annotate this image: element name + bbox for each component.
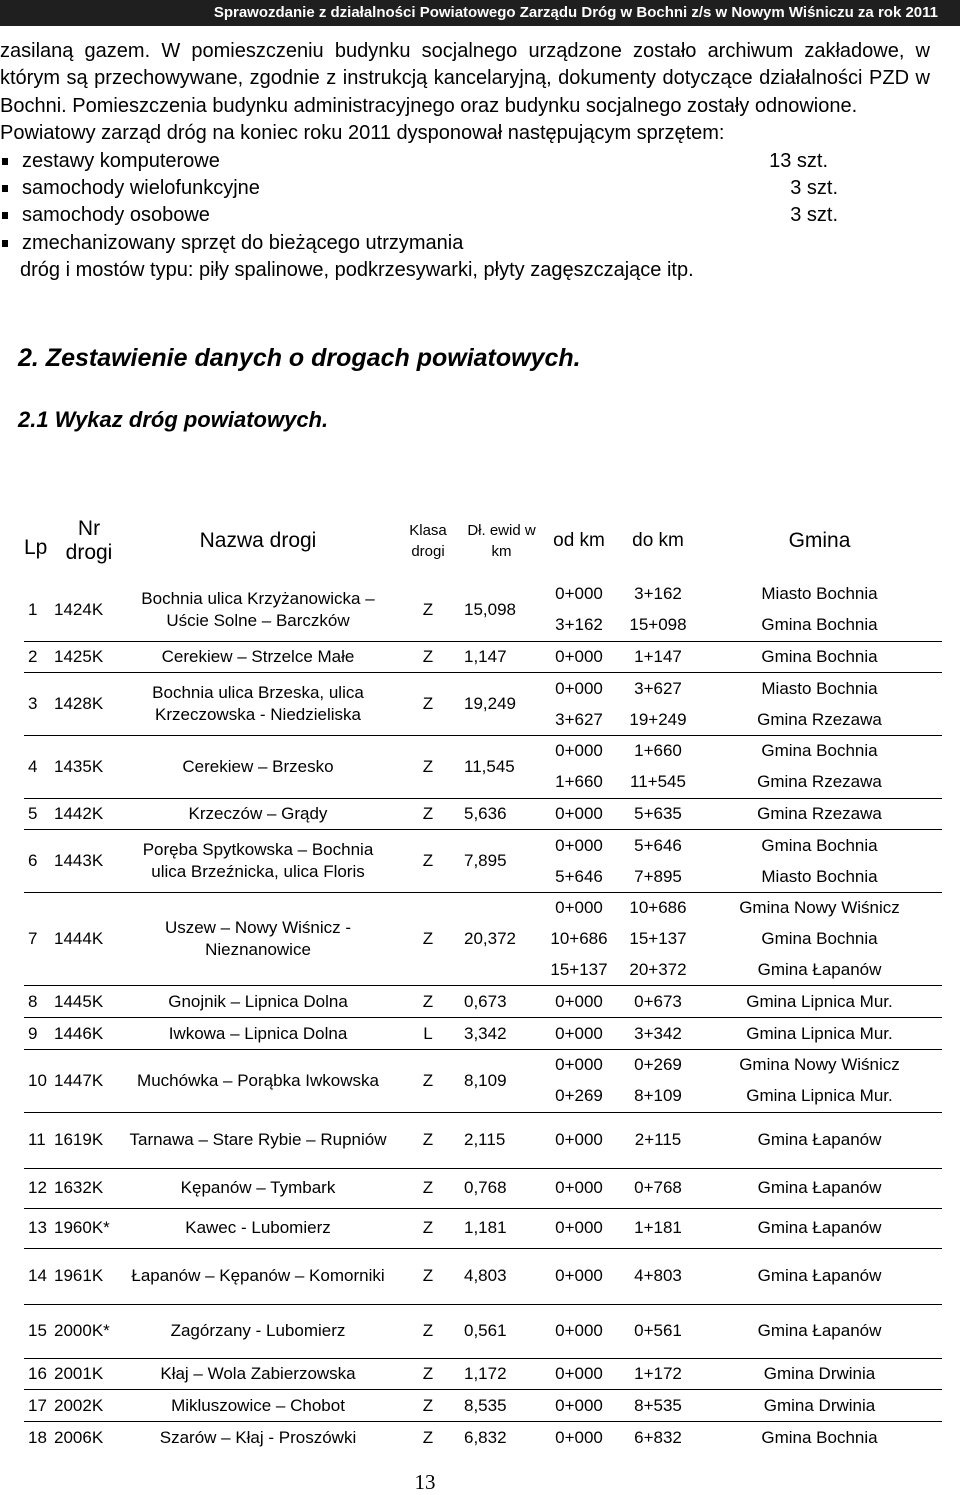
cell-od: 0+000 — [555, 1218, 603, 1238]
table-row — [24, 1358, 942, 1390]
cell-klasa: Z — [422, 1427, 434, 1447]
body-text — [0, 38, 930, 285]
cell-od: 0+000 — [555, 678, 603, 698]
header-nr: Nr drogi — [65, 517, 113, 564]
cell-gmina: Miasto Bochnia — [761, 584, 878, 604]
table-row — [24, 673, 942, 704]
cell-lp: 5 — [28, 803, 38, 823]
header-lp: Lp — [24, 536, 48, 559]
cell-name: Tarnawa – Stare Rybie – Rupniów — [129, 1130, 387, 1150]
cell-name: Kawec - Lubomierz — [185, 1218, 331, 1238]
cell-nr: 2006K — [54, 1427, 104, 1447]
roads-table — [24, 503, 942, 1453]
cell-do: 1+172 — [634, 1363, 682, 1383]
cell-klasa: Z — [422, 694, 434, 714]
table-row — [24, 641, 942, 673]
table-row — [24, 798, 942, 830]
cell-nr: 2000K* — [54, 1321, 110, 1341]
cell-od: 0+000 — [555, 1266, 603, 1286]
cell-do: 3+162 — [634, 584, 682, 604]
cell-gmina: Gmina Nowy Wiśnicz — [739, 898, 900, 918]
cell-gmina: Gmina Nowy Wiśnicz — [739, 1055, 900, 1075]
document-header — [0, 0, 960, 26]
cell-dl: 1,147 — [464, 646, 507, 666]
cell-klasa: Z — [422, 599, 434, 619]
table-row — [24, 830, 942, 861]
cell-name: Zagórzany - Lubomierz — [170, 1321, 346, 1341]
cell-nr: 1632K — [54, 1178, 104, 1198]
cell-od: 0+000 — [555, 1321, 603, 1341]
cell-nr: 1435K — [54, 756, 104, 776]
cell-do: 4+803 — [634, 1266, 682, 1286]
cell-lp: 4 — [28, 756, 38, 776]
cell-do: 19+249 — [629, 709, 687, 729]
cell-lp: 11 — [28, 1130, 46, 1150]
cell-lp: 3 — [28, 694, 38, 714]
cell-klasa: Z — [422, 646, 434, 666]
cell-lp: 8 — [28, 991, 38, 1011]
equipment-list — [0, 148, 930, 258]
equipment-qty: 3 szt. — [790, 204, 838, 227]
cell-klasa: Z — [422, 1178, 434, 1198]
cell-name: Cerekiew – Brzesko — [182, 756, 334, 776]
cell-od: 15+137 — [550, 959, 608, 979]
cell-nr: 1443K — [54, 851, 104, 871]
cell-gmina: Gmina Łapanów — [757, 1321, 882, 1341]
cell-nr: 2002K — [54, 1395, 104, 1415]
bullet-icon — [2, 185, 8, 192]
cell-do: 3+342 — [634, 1023, 682, 1043]
cell-klasa: Z — [422, 1321, 434, 1341]
cell-dl: 0,561 — [464, 1321, 507, 1341]
cell-gmina: Gmina Rzezawa — [757, 803, 882, 823]
cell-do: 0+673 — [634, 991, 682, 1011]
header-title: Sprawozdanie z działalności Powiatowego Zarządu Dróg w Bochni z/s w Nowym Wiśniczu za rok 2011 — [213, 4, 938, 21]
cell-do: 20+372 — [629, 959, 687, 979]
cell-od: 0+000 — [555, 1055, 603, 1075]
header-do: do km — [632, 530, 684, 551]
cell-do: 8+535 — [634, 1395, 682, 1415]
list-item — [0, 148, 930, 175]
cell-name: Mikluszowice – Chobot — [171, 1395, 345, 1415]
header-od: od km — [553, 530, 605, 551]
cell-od: 0+000 — [555, 1427, 603, 1447]
cell-dl: 7,895 — [464, 851, 507, 871]
cell-do: 1+660 — [634, 741, 682, 761]
cell-do: 11+545 — [630, 772, 686, 792]
header-dl: Dł. ewid w km — [467, 522, 536, 560]
cell-od: 3+627 — [555, 709, 603, 729]
cell-lp: 9 — [28, 1023, 38, 1043]
equipment-qty: 3 szt. — [790, 177, 838, 200]
cell-lp: 12 — [28, 1178, 47, 1198]
cell-dl: 15,098 — [464, 599, 516, 619]
table-header-row — [24, 503, 942, 579]
cell-nr: 1442K — [54, 803, 104, 823]
table-row — [24, 1248, 942, 1304]
cell-do: 2+115 — [634, 1130, 682, 1150]
table-row — [24, 1304, 942, 1358]
bullet-icon — [2, 158, 8, 165]
cell-name: Kłaj – Wola Zabierzowska — [160, 1363, 356, 1383]
cell-od: 5+646 — [555, 866, 603, 886]
list-item — [0, 202, 930, 229]
cell-name: Gnojnik – Lipnica Dolna — [168, 991, 348, 1011]
cell-do: 0+768 — [634, 1178, 682, 1198]
equipment-name: zmechanizowany sprzęt do bieżącego utrzymania — [22, 231, 464, 254]
cell-name: Muchówka – Porąbka Iwkowska — [137, 1070, 379, 1090]
cell-name: Poręba Spytkowska – Bochnia ulica Brzeźnicka, ulica Floris — [142, 840, 374, 882]
cell-nr: 1425K — [54, 646, 104, 666]
table-row — [24, 1168, 942, 1208]
header-name: Nazwa drogi — [199, 529, 317, 552]
cell-klasa: Z — [422, 929, 434, 949]
cell-name: Łapanów – Kępanów – Komorniki — [131, 1266, 385, 1286]
equipment-name: zestawy komputerowe — [22, 149, 220, 172]
cell-nr: 1961K — [54, 1266, 104, 1286]
cell-od: 3+162 — [555, 615, 603, 635]
cell-do: 1+181 — [634, 1218, 682, 1238]
cell-gmina: Gmina Bochnia — [761, 1427, 878, 1447]
cell-nr: 1428K — [54, 694, 104, 714]
table-row — [24, 986, 942, 1018]
cell-gmina: Gmina Łapanów — [757, 1130, 882, 1150]
cell-lp: 18 — [28, 1427, 47, 1447]
cell-dl: 0,768 — [464, 1178, 507, 1198]
table-row — [24, 1208, 942, 1248]
header-klasa: Klasa drogi — [409, 522, 447, 560]
cell-nr: 1445K — [54, 991, 104, 1011]
cell-gmina: Gmina Bochnia — [761, 929, 878, 949]
cell-do: 5+646 — [634, 835, 682, 855]
list-item — [0, 175, 930, 202]
equipment-qty: 13 szt. — [769, 149, 828, 172]
cell-name: Cerekiew – Strzelce Małe — [161, 646, 355, 666]
cell-gmina: Gmina Drwinia — [763, 1363, 876, 1383]
cell-dl: 0,673 — [464, 991, 507, 1011]
cell-name: Kępanów – Tymbark — [180, 1178, 336, 1198]
section-2-1-title: 2.1 Wykaz dróg powiatowych. — [18, 407, 329, 432]
cell-nr: 1447K — [54, 1070, 104, 1090]
cell-od: 0+000 — [555, 1130, 603, 1150]
section-2-title: 2. Zestawienie danych o drogach powiatowych. — [18, 344, 581, 372]
cell-gmina: Gmina Łapanów — [757, 1266, 882, 1286]
cell-nr: 1960K* — [54, 1218, 110, 1238]
cell-klasa: Z — [422, 1395, 434, 1415]
cell-gmina: Gmina Bochnia — [761, 835, 878, 855]
cell-dl: 2,115 — [464, 1130, 506, 1150]
header-gmina: Gmina — [788, 529, 851, 552]
table-row — [24, 1049, 942, 1080]
cell-lp: 2 — [28, 646, 38, 666]
intro-paragraph-1: zasilaną gazem. W pomieszczeniu budynku socjalnego urządzone zostało archiwum zakładowe, w którym są przechowywane, zgodnie z instrukcją kancelaryjną, dokumenty dotyczące działalności PZD w Bochni. Pomieszczenia budynku administracyjnego oraz budynku socjalnego zostały odnowione. — [0, 40, 930, 117]
cell-gmina: Gmina Łapanów — [757, 1218, 882, 1238]
cell-nr: 1424K — [54, 599, 104, 619]
cell-dl: 6,832 — [464, 1427, 507, 1447]
cell-lp: 17 — [28, 1395, 47, 1415]
cell-gmina: Gmina Rzezawa — [757, 709, 882, 729]
cell-do: 1+147 — [634, 646, 682, 666]
cell-klasa: Z — [422, 756, 434, 776]
equipment-name: samochody osobowe — [22, 204, 210, 227]
cell-do: 3+627 — [634, 678, 682, 698]
cell-klasa: Z — [422, 1218, 434, 1238]
cell-klasa: Z — [422, 1070, 434, 1090]
cell-gmina: Gmina Łapanów — [757, 959, 882, 979]
cell-dl: 8,109 — [464, 1070, 507, 1090]
cell-dl: 1,181 — [464, 1218, 507, 1238]
cell-dl: 20,372 — [464, 929, 516, 949]
table-row — [24, 735, 942, 766]
cell-nr: 1444K — [54, 929, 104, 949]
cell-name: Bochnia ulica Krzyżanowicka – Uście Solne – Barczków — [141, 588, 375, 630]
cell-gmina: Gmina Rzezawa — [757, 772, 882, 792]
cell-name: Krzeczów – Grądy — [188, 803, 328, 823]
cell-od: 0+000 — [555, 584, 603, 604]
roads-table-wrap — [24, 503, 942, 1453]
table-row — [24, 579, 942, 610]
equipment-continuation: dróg i mostów typu: piły spalinowe, podkrzesywarki, płyty zagęszczające itp. — [20, 259, 694, 282]
cell-name: Bochnia ulica Brzeska, ulica Krzeczowska - Niedzieliska — [152, 683, 364, 725]
cell-lp: 6 — [28, 851, 38, 871]
cell-do: 10+686 — [629, 898, 687, 918]
cell-name: Iwkowa – Lipnica Dolna — [168, 1023, 348, 1043]
list-item — [0, 230, 930, 257]
cell-klasa: Z — [422, 991, 434, 1011]
cell-gmina: Miasto Bochnia — [761, 866, 878, 886]
cell-od: 0+000 — [555, 1395, 603, 1415]
roads-table-body — [24, 579, 942, 1453]
cell-klasa: Z — [422, 803, 434, 823]
cell-lp: 7 — [28, 929, 38, 949]
table-row — [24, 1112, 942, 1168]
cell-dl: 8,535 — [464, 1395, 507, 1415]
cell-do: 7+895 — [634, 866, 682, 886]
cell-od: 0+269 — [555, 1086, 603, 1106]
intro-paragraph-2: Powiatowy zarząd dróg na koniec roku 2011 dysponował następującym sprzętem: — [0, 122, 725, 145]
table-row — [24, 892, 942, 923]
cell-do: 6+832 — [634, 1427, 682, 1447]
cell-gmina: Gmina Lipnica Mur. — [746, 1086, 893, 1106]
cell-nr: 2001K — [54, 1363, 104, 1383]
cell-od: 0+000 — [555, 803, 603, 823]
cell-do: 15+137 — [629, 929, 687, 949]
cell-nr: 1619K — [54, 1130, 104, 1150]
cell-klasa: Z — [422, 1363, 434, 1383]
cell-lp: 1 — [28, 599, 38, 619]
cell-dl: 19,249 — [464, 694, 516, 714]
cell-lp: 16 — [28, 1363, 47, 1383]
cell-od: 0+000 — [555, 741, 603, 761]
cell-lp: 10 — [28, 1070, 47, 1090]
cell-gmina: Gmina Drwinia — [763, 1395, 876, 1415]
cell-klasa: Z — [422, 1130, 434, 1150]
cell-gmina: Miasto Bochnia — [761, 678, 878, 698]
cell-od: 0+000 — [555, 1023, 603, 1043]
cell-name: Uszew – Nowy Wiśnicz - Nieznanowice — [164, 918, 352, 960]
cell-od: 0+000 — [555, 991, 603, 1011]
cell-od: 0+000 — [555, 646, 603, 666]
cell-do: 0+269 — [634, 1055, 682, 1075]
cell-do: 8+109 — [634, 1086, 682, 1106]
cell-dl: 4,803 — [464, 1266, 507, 1286]
cell-name: Szarów – Kłaj - Proszówki — [159, 1427, 357, 1447]
cell-dl: 11,545 — [464, 756, 515, 776]
cell-od: 0+000 — [555, 898, 603, 918]
equipment-name: samochody wielofunkcyjne — [22, 177, 260, 200]
table-row — [24, 1390, 942, 1422]
cell-do: 15+098 — [629, 615, 687, 635]
cell-dl: 3,342 — [464, 1023, 507, 1043]
cell-klasa: Z — [422, 851, 434, 871]
cell-od: 10+686 — [550, 929, 608, 949]
cell-lp: 15 — [28, 1321, 47, 1341]
bullet-icon — [2, 212, 8, 219]
cell-gmina: Gmina Łapanów — [757, 1178, 882, 1198]
cell-lp: 13 — [28, 1218, 47, 1238]
cell-gmina: Gmina Bochnia — [761, 646, 878, 666]
cell-gmina: Gmina Bochnia — [761, 615, 878, 635]
cell-gmina: Gmina Lipnica Mur. — [746, 1023, 893, 1043]
cell-nr: 1446K — [54, 1023, 104, 1043]
cell-do: 0+561 — [634, 1321, 682, 1341]
cell-klasa: L — [423, 1023, 433, 1043]
table-row — [24, 1018, 942, 1050]
cell-gmina: Gmina Lipnica Mur. — [746, 991, 893, 1011]
cell-od: 0+000 — [555, 1363, 603, 1383]
cell-od: 0+000 — [555, 835, 603, 855]
cell-do: 5+635 — [634, 803, 682, 823]
cell-lp: 14 — [28, 1266, 47, 1286]
page-number: 13 — [414, 1470, 436, 1494]
cell-od: 0+000 — [555, 1178, 603, 1198]
cell-dl: 5,636 — [464, 803, 507, 823]
cell-dl: 1,172 — [464, 1363, 507, 1383]
bullet-icon — [2, 240, 8, 247]
table-row — [24, 1422, 942, 1453]
cell-gmina: Gmina Bochnia — [761, 741, 878, 761]
cell-od: 1+660 — [555, 772, 603, 792]
cell-klasa: Z — [422, 1266, 434, 1286]
